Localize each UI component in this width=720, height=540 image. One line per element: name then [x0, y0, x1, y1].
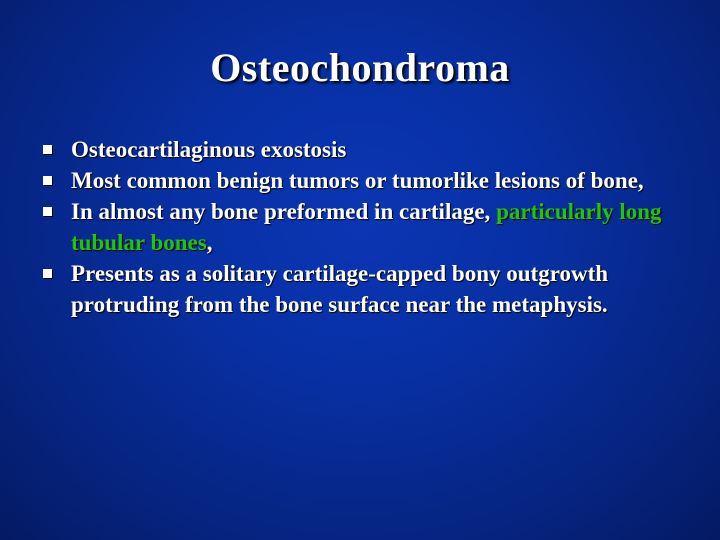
bullet-list [42, 134, 682, 320]
slide-title: Osteochondroma [210, 45, 510, 90]
bullet-text: Most common benign tumors or tumorlike lesions of bone, [71, 168, 644, 193]
bullet-text: Presents as a solitary cartilage-capped bony outgrowth protruding from the bone surface near the metaphysis. [71, 261, 609, 317]
bullet-item [42, 134, 682, 165]
bullet-item [42, 196, 682, 258]
bullet-highlight-text: particularly long tubular bones [71, 199, 662, 255]
square-bullet-icon [43, 269, 52, 278]
bullet-text-suffix: , [206, 230, 213, 255]
bullet-item [42, 258, 682, 320]
square-bullet-icon [43, 176, 52, 185]
bullet-item [42, 165, 682, 196]
bullet-text: Osteocartilaginous exostosis [71, 137, 347, 162]
square-bullet-icon [43, 207, 52, 216]
bullet-text: In almost any bone preformed in cartilage, [71, 199, 497, 224]
square-bullet-icon [43, 145, 52, 154]
